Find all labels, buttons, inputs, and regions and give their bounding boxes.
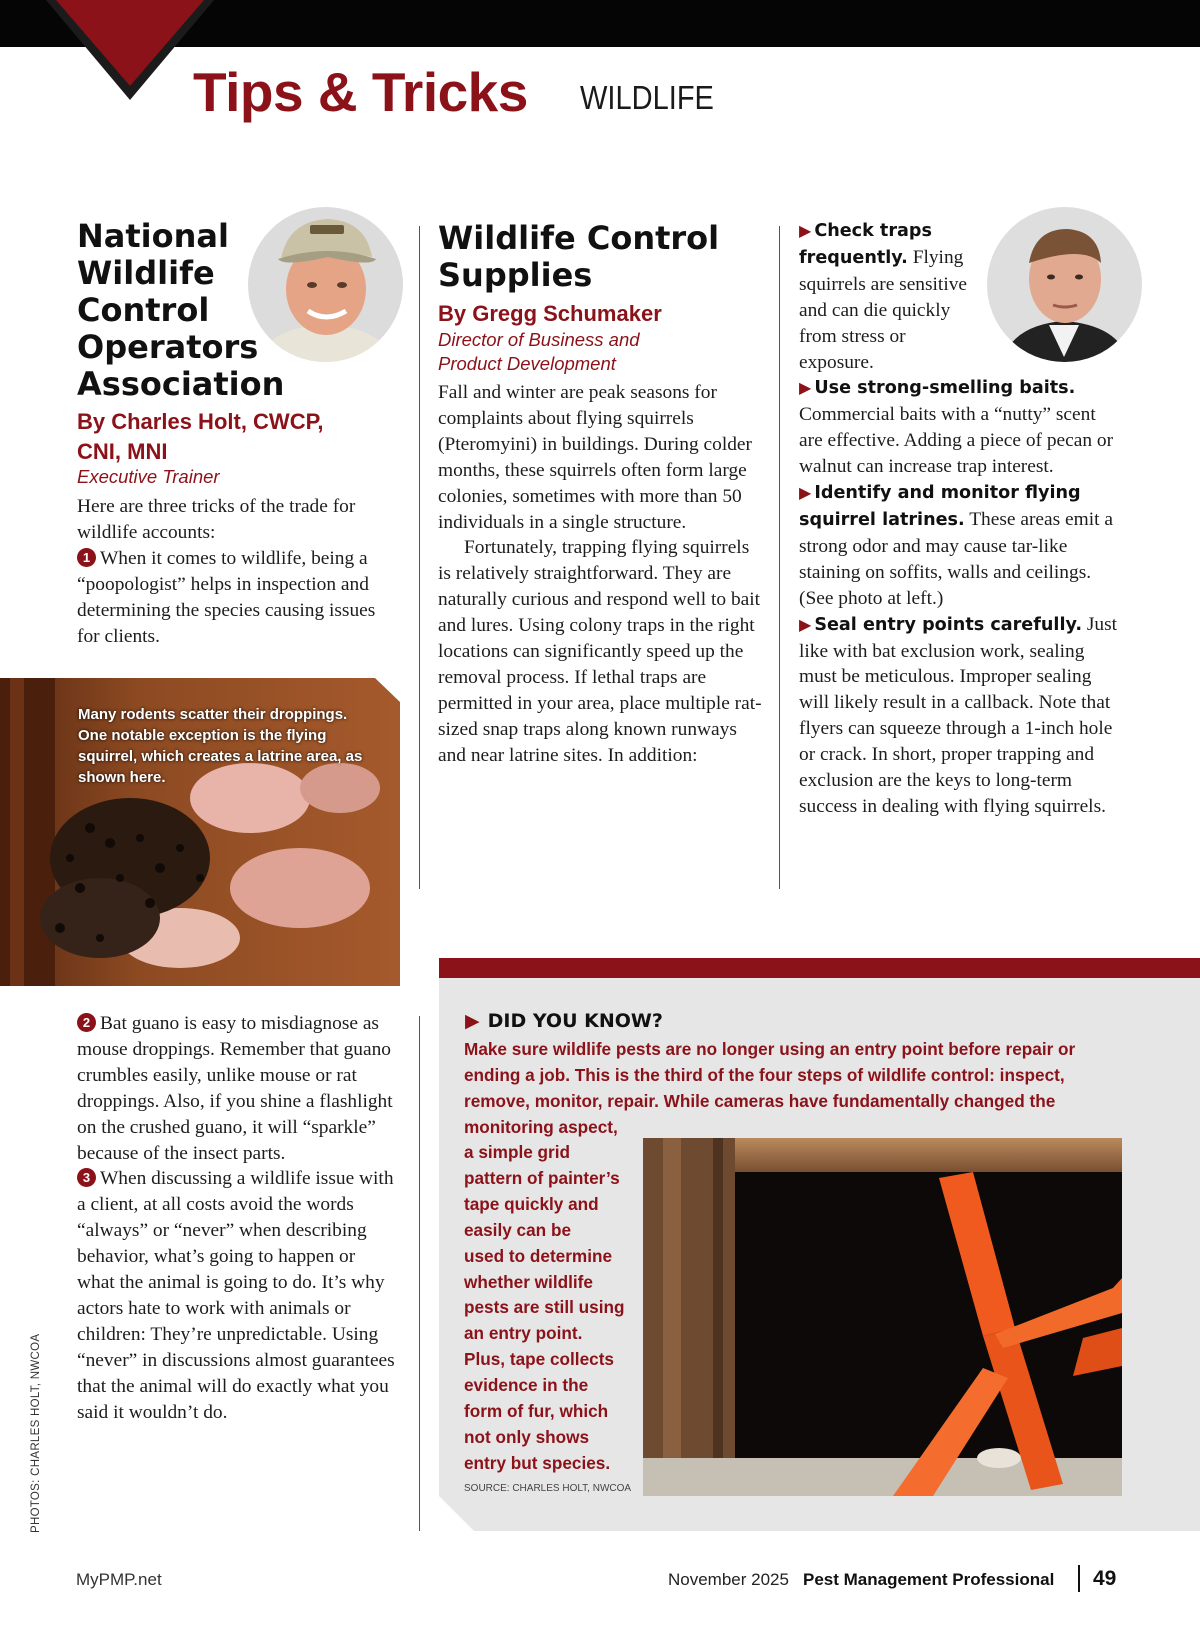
sidebar-accent-band [439,958,1200,978]
painters-tape-photo [643,1138,1122,1496]
tip-latrines: ▶ Identify and monitor flying squirrel latrines. These areas emit a strong odor and may cause tar-like staining on soffits, walls and ceilings. (See photo at left.) [799,483,1113,609]
column-divider [419,226,420,889]
author-role: Executive Trainer [77,466,220,487]
tip-3: 3 When discussing a wildlife issue with a client, at all costs avoid the words “always” or “never” when describing behavior, what’s going to happen or what the animal is going to do. It’s why actors hate to work with animals or children: They’re unpredictable. Using “never” in discussions almost guarantees that the animal will do exactly what you said it wouldn’t do. [77,1168,395,1423]
tip-seal-entry: ▶ Seal entry points carefully. Just like with bat exclusion work, sealing must be meticulous. Improper sealing will likely result in a callback. Note that flyers can squeeze through a 1-inch hole or crack. In short, proper trapping and exclusion are the keys to long-term success in dealing with flying squirrels. [799,613,1118,817]
arrow-bullet-icon: ▶ [799,483,812,503]
tip-2: 2 Bat guano is easy to misdiagnose as mouse droppings. Remember that guano crumbles easily, unlike mouse or rat droppings. Also, if you shine a flashlight on the crushed guano, it will “sparkle” because of the insect parts. [77,1013,393,1164]
paragraph: Fortunately, trapping flying squirrels is relatively straightforward. They are naturally curious and respond well to bait and lures. Using colony traps in the right locations can significantly speed up the removal process. If lethal traps are permitted in your area, place multiple rat-sized snap traps along known runways and near latrine sites. In addition: [438,537,762,766]
left-article-tips [77,1011,397,1426]
tip-1: 1 When it comes to wildlife, being a “poopologist” helps in inspection and determining the species causing issues for clients. [77,547,376,647]
article-title-nwcoa: National Wildlife Control Operators Association [77,217,285,403]
number-badge-3: 3 [77,1168,96,1187]
arrow-bullet-icon: ▶ [799,614,812,634]
arrow-bullet-icon: ▶ [465,1010,480,1032]
intro-paragraph: Here are three tricks of the trade for wildlife accounts: [77,496,356,543]
photo-caption: Many rodents scatter their droppings. One notable exception is the flying squirrel, which creates a latrine area, as shown here. [78,706,363,786]
author-avatar-charles-holt [248,207,403,362]
middle-article-body [438,380,762,769]
arrow-bullet-icon: ▶ [799,221,812,240]
did-you-know-text-wide: Make sure wildlife pests are no longer using an entry point before repair or ending a job. This is the third of the four steps of wildlife control: inspect, remove, monitor, repair. While cameras have fundamentally changed the monitoring aspect, [464,1039,1076,1137]
photo-credit: PHOTOS: CHARLES HOLT, NWCOA [30,1333,42,1533]
did-you-know-heading: ▶ DID YOU KNOW? [465,1010,663,1032]
arrow-bullet-icon: ▶ [799,378,812,398]
tip-strong-baits: ▶ Use strong-smelling baits. Commercial baits with a “nutty” scent are effective. Adding a piece of pecan or walnut can increase trap interest. [799,378,1114,478]
footer-magazine-name: Pest Management Professional [803,1570,1055,1589]
column-divider [419,1016,420,1531]
number-badge-1: 1 [77,548,96,567]
right-column-tips [799,218,1124,820]
box-corner-notch [439,1496,475,1532]
column-divider [779,226,780,889]
did-you-know-text-narrow: a simple grid pattern of painter’s tape quickly and easily can be used to determine whether wildlife pests are still using an entry point. Plus, tape collects evidence in the form of fur, which not only shows entry but species. [464,1142,625,1473]
article-title-supplies: Wildlife Control Supplies [438,219,720,294]
section-title: Tips & Tricks [193,61,528,123]
author-role: Director of Business and Product Development [438,329,640,374]
footer-date: November 2025 [668,1570,789,1589]
left-article-intro [77,494,397,649]
author-byline-gregg-schumaker: By Gregg Schumaker [438,301,662,326]
page-number: 49 [1093,1567,1117,1590]
paragraph: Fall and winter are peak seasons for complaints about flying squirrels (Pteromyini) in buildings. During colder months, these squirrels often form large colonies, sometimes with more than 50 individuals in a single structure. [438,382,752,533]
footer-divider [1078,1565,1080,1592]
section-subtitle: WILDLIFE [580,79,714,116]
footer-website: MyPMP.net [76,1570,162,1589]
number-badge-2: 2 [77,1013,96,1032]
tip-check-traps: ▶ Check traps frequently. Flying squirrels are sensitive and can die quickly from stress or exposure. [799,221,968,373]
author-byline-charles-holt: By Charles Holt, CWCP, CNI, MNI [77,409,324,464]
photo-source: SOURCE: CHARLES HOLT, NWCOA [464,1483,632,1494]
